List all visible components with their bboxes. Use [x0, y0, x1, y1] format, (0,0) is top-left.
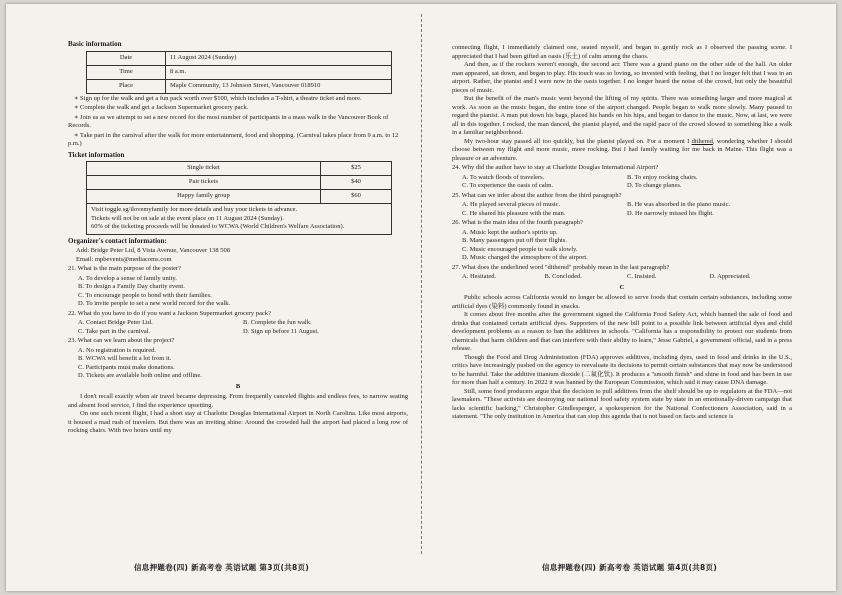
passage-paragraph: Public schools across California would no longer be allowed to serve foods that contain certain substances, including some artificial dyes (染料) commonly found in snacks. [452, 294, 792, 310]
option: C. Participants must make donations. [78, 363, 175, 371]
table-row [87, 204, 392, 235]
question-25: 25. What can we infer about the author from the third paragraph? [452, 191, 622, 199]
table-row [87, 51, 392, 65]
column-divider [421, 14, 422, 554]
option: A. To develop a sense of family unity. [78, 274, 177, 282]
paragraph-text: , wondering whether I should choose between my flight and more music, more rocking. But I had family waiting for me back in Maine. This flight was a pleasure or an adventure. [452, 137, 793, 162]
time-value: 8 a.m. [166, 65, 392, 79]
option: A. To watch floods of travelers. [462, 173, 545, 181]
question-27: 27. What does the underlined word "dithered" probably mean in the last paragraph? [452, 263, 670, 271]
bullet-item: ∗ Complete the walk and get a Jackson Supermarket grocery pack. [74, 104, 249, 111]
section-b-heading: B [235, 382, 241, 390]
passage-paragraph: connecting flight, I immediately claimed one, seated myself, and began to gently rock as I observed the passing scene. I appreciated that I had been gifted an oasis (乐土) of calm among the chaos. [452, 44, 792, 60]
paragraph-text: My two-hour stay passed all too quickly, but the pianist played on. For a moment I [464, 137, 692, 145]
option: B. Complete the fun walk. [243, 319, 312, 326]
option: C. He shared his pleasure with the man. [462, 209, 566, 217]
ticket-note-line: 60% of the ticketing proceeds will be donated to WCWA (World Children's Welfare Association). [91, 223, 345, 230]
table-row [87, 162, 392, 176]
date-label: Date [87, 51, 166, 65]
option: D. Music changed the atmosphere of the airport. [462, 254, 588, 261]
bullet-item: ∗ Join us as we attempt to set a new record for the most number of participants in a mass walk in the Vancouver Book of Records. [68, 113, 389, 129]
place-label: Place [87, 79, 166, 93]
option: B. He was absorbed in the piano music. [627, 201, 731, 208]
ticket-name: Single ticket [87, 162, 321, 176]
options-row [68, 328, 408, 337]
option: C. To encourage people to bond with their families. [78, 291, 212, 299]
ticket-price: $60 [320, 190, 391, 204]
underlined-word: dithered [691, 137, 713, 145]
page-footer-left: 信息押题卷(四) 新高考卷 英语试题 第3页(共8页) [134, 563, 310, 572]
left-column [68, 38, 408, 436]
ticket-price: $25 [320, 162, 391, 176]
options-row [68, 319, 408, 328]
ticket-table [86, 161, 392, 235]
passage-paragraph: I don't recall exactly when air travel became depressing. From frequently canceled flights and endless fees, to narrow seating and absent food service, I find the experience upsetting. [68, 393, 408, 409]
passage-paragraph: And then, as if the rockers weren't enough, the second act: There was a grand piano on the other side of the hall. An older man appeared, sat down, and began to play. His touch was so loving, so invested with feeling, that I no longer felt that I was in an airport. Rather, the pianist and I were now in the oasis together. I no longer heard the noise of the crowd, but only the beautiful pieces of music. [452, 61, 792, 94]
option: A. No registration is required. [78, 346, 156, 354]
option: A. He played several pieces of music. [462, 201, 561, 208]
table-row [87, 176, 392, 190]
ticket-note-line: Visit toggle.sg/ilovemyfamily for more details and buy your tickets in advance. [91, 206, 298, 213]
option: C. Insisted. [627, 273, 657, 280]
contact-address: Add: Bridge Peter Ltd, 8 Vista Avenue, Vancouver 138 508 [76, 247, 230, 254]
basic-info-heading: Basic information [68, 40, 122, 48]
ticket-note-line: Tickets will not be on sale at the event place on 11 August 2024 (Sunday). [91, 214, 284, 222]
passage-paragraph: Still, some food producers argue that the decision to pull additives from the shelf should be up to regulators at the FDA—not lawmakers. "These activists are destroying our national food safety system state by state in an emotionally-driven campaign that lacks scientific backing," Christopher Gindlesperger, a spokesperson for the National Confectioners Association, said in a statement. "The only institution in America that can stop this agenda that is not based on facts and science is [452, 387, 792, 420]
option: C. Take part in the carnival. [78, 327, 151, 335]
option: C. Music encouraged people to walk slowly. [462, 245, 578, 253]
basic-info-table [86, 51, 392, 94]
passage-paragraph [452, 138, 792, 164]
passage-paragraph: Though the Food and Drug Administration (FDA) approves additives, including dyes, used in food and drinks in the U.S., critics have increasingly pushed on the agency to reevaluate its decisions to permit certain substances that may now be understood to be harmful. Take the additive titanium dioxide (二氧化钛). It produces a "smooth finish" and shine in food and has been in use for more than half a century. In 2022 it was banned by the European Commission, which said it may cause DNA damage. [452, 353, 792, 386]
question-21: 21. What is the main purpose of the poster? [68, 265, 182, 272]
option: B. WCWA will benefit a lot from it. [78, 355, 172, 362]
date-value: 11 August 2024 (Sunday) [166, 51, 392, 65]
passage-paragraph: It comes about five months after the government signed the California Food Safety Act, which banned the sale of food and drinks that contained certain artificial dyes. Supporters of the new bill point to a possible link between artificial dyes and child development problems as a reason to ban the additives in schools. "California has a responsibility to protect our students from chemicals that harm children and that can interfere with their ability to learn," Jesse Gabriel, a government official, said in a press release. [452, 311, 792, 352]
option: B. Concluded. [544, 273, 582, 280]
options-row [452, 201, 792, 210]
option: B. Many passengers put off their flights. [462, 237, 567, 244]
ticket-name: Happy family group [87, 190, 321, 204]
ticket-name: Pair tickets [87, 176, 321, 190]
passage-paragraph: On one such recent flight, I had a short stay at Charlotte Douglas International Airport in North Carolina. Like most airports, it housed a mad rush of travelers. But there was an inviting shine: Around the crowded hall the airport had placed a long row of rocking chairs. With two hours until my [68, 410, 408, 434]
option: D. Sign up before 11 August. [243, 327, 319, 335]
bullet-item: ∗ Sign up for the walk and get a fun pack worth over $100, which includes a T-shirt, a theatre ticket and more. [74, 94, 362, 102]
options-row [452, 210, 792, 219]
question-23: 23. What can we learn about the project? [68, 337, 175, 344]
ticket-info-heading: Ticket information [68, 150, 125, 159]
table-row [87, 79, 392, 93]
contact-email: Email: mpbevents@mediacoms.com [76, 255, 172, 263]
option: C. To experience the oasis of calm. [462, 182, 554, 189]
question-26: 26. What is the main idea of the fourth paragraph? [452, 219, 583, 226]
question-24: 24. Why did the author have to stay at Charlotte Douglas International Airport? [452, 164, 659, 171]
option: B. To design a Family Day charity event. [78, 283, 185, 290]
option: B. To enjoy rocking chairs. [627, 173, 698, 181]
option: A. Contact Bridge Peter Ltd. [78, 319, 153, 326]
right-column [452, 44, 792, 422]
ticket-note [87, 204, 392, 235]
exam-sheet [6, 4, 836, 591]
option: A. Music kept the author's spirits up. [462, 228, 558, 236]
options-row [452, 273, 792, 282]
table-row [87, 190, 392, 204]
options-row [452, 182, 792, 191]
option: D. Tickets are available both online and offline. [78, 372, 202, 379]
time-label: Time [87, 65, 166, 79]
option: D. Appreciated. [709, 273, 751, 280]
bullet-item: ∗ Take part in the carnival after the walk for more entertainment, food and shopping. (Carnival takes place from 9 a.m. to 12 p.m.) [68, 131, 399, 147]
page-footer-right: 信息押题卷(四) 新高考卷 英语试题 第4页(共8页) [542, 563, 718, 572]
question-22: 22. What do you have to do if you want a Jackson Supermarket grocery pack? [68, 309, 271, 317]
option: D. To invite people to set a new world record for the walk. [78, 300, 231, 307]
option: A. Hesitated. [462, 273, 497, 280]
table-row [87, 65, 392, 79]
section-c-heading: C [619, 283, 625, 291]
option: D. He narrowly missed his flight. [627, 209, 714, 217]
options-row [452, 174, 792, 183]
ticket-price: $40 [320, 176, 391, 190]
passage-paragraph: But the benefit of the man's music went beyond the lifting of my spirits. There was something larger and more magical at work. As soon as the music began, the entire tone of the airport changed. People began to walk more slowly. Many paused to regard the pianist. A man put down his bags, placed his hands on his hips, and began to dance to the music. Now, at last, we were all in this together. I rocked, the man danced, the pianist played, and the rapid pace of the crowd slowed to something like a walk in a familiar neighborhood. [452, 95, 792, 136]
contact-heading: Organizer's contact information: [68, 236, 167, 245]
option: D. To change planes. [627, 182, 682, 189]
place-value: Maple Community, 13 Johnson Street, Vancouver 018910 [166, 79, 392, 93]
